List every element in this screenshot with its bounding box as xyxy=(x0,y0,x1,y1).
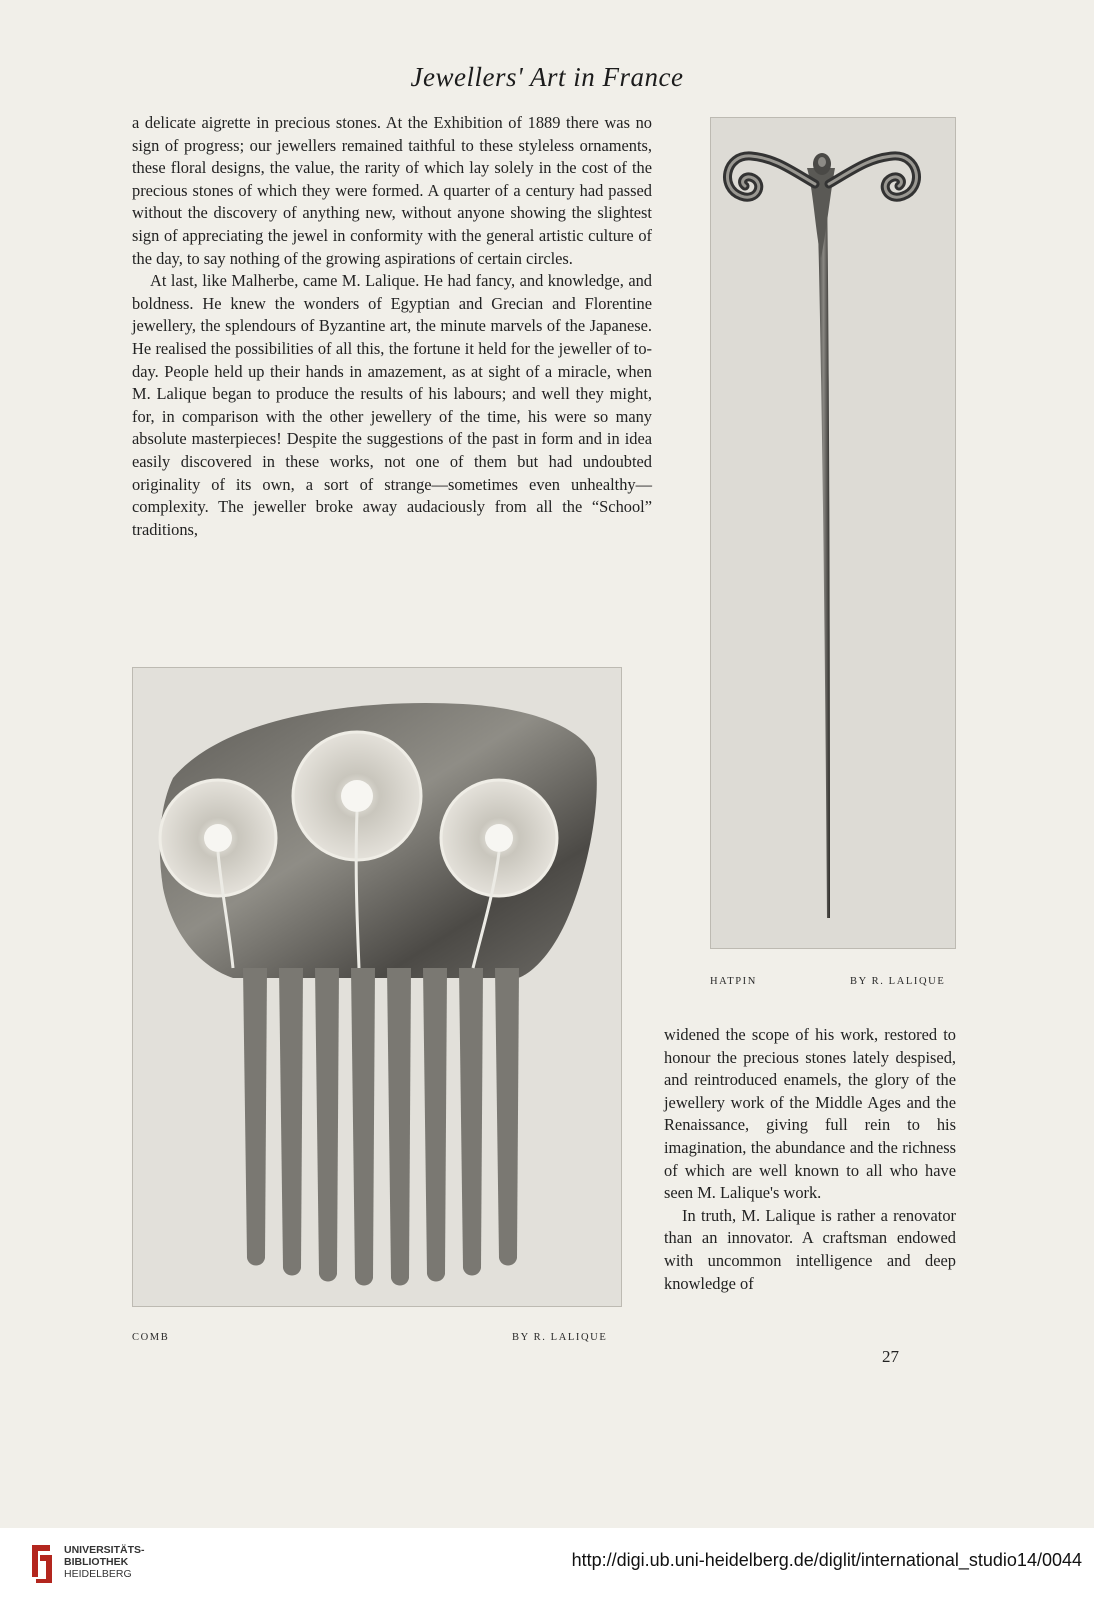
paragraph: widened the scope of his work, restored to honour the precious stones lately despised, and reintroduced enamels, the glory of the jewellery work of the Middle Ages and the Renaissance, giving full rein to his imagination, the abundance and the richness of which are well known to all who have seen M. Lalique's work. xyxy=(664,1025,956,1203)
comb-illustration xyxy=(133,668,621,1306)
paragraph: At last, like Malherbe, came M. Lalique. He had fancy, and knowledge, and boldness. He knew the wonders of Egyptian and Grecian and Florentine jewellery, the splendours of Byzantine art, the minute marvels of the Japanese. He realised the possibilities of all this, the fortune it held for the jeweller of to-day. People held up their hands in amazement, as at sight of a miracle, when M. Lalique began to produce the results of his labours; and well they might, for, in comparison with the other jewellery of the time, his were so many absolute masterpieces! Despite the suggestions of the past in form and in idea easily discovered in these works, not one of them but had undoubted originality of its own, a sort of strange—sometimes even unhealthy—complexity. The jeweller broke away audaciously from all the “School” traditions, xyxy=(132,271,652,539)
hatpin-illustration xyxy=(711,118,955,948)
hatpin-caption-credit: BY R. LALIQUE xyxy=(850,976,946,987)
right-text-column xyxy=(664,1024,956,1295)
source-url-link[interactable]: http://digi.ub.uni-heidelberg.de/diglit/international_studio14/0044 xyxy=(571,1550,1082,1570)
library-logo-icon xyxy=(28,1541,56,1587)
digitization-footer xyxy=(0,1528,1094,1604)
paragraph: In truth, M. Lalique is rather a renovator than an innovator. A craftsman endowed with uncommon intelligence and deep knowledge of xyxy=(664,1205,956,1293)
library-name: UNIVERSITÄTS- BIBLIOTHEK HEIDELBERG xyxy=(64,1544,145,1580)
left-text-column xyxy=(132,112,652,541)
comb-caption-credit: BY R. LALIQUE xyxy=(512,1332,608,1343)
comb-caption-title: COMB xyxy=(132,1332,170,1343)
hatpin-photograph xyxy=(710,117,956,949)
paragraph: a delicate aigrette in precious stones. At the Exhibition of 1889 there was no sign of progress; our jewellers remained taithful to these styleless ornaments, these floral designs, the value, the rarity of which lay solely in the cost of the precious stones of which they were formed. A quarter of a century had passed without the discovery of anything new, without anyone showing the slightest sign of appreciating the jewel in conformity with the general artistic culture of the day, to say nothing of the growing aspirations of certain circles. xyxy=(132,113,652,268)
page-number: 27 xyxy=(882,1347,899,1366)
running-title: Jewellers' Art in France xyxy=(410,62,684,92)
hatpin-caption-title: HATPIN xyxy=(710,976,757,987)
comb-photograph xyxy=(132,667,622,1307)
